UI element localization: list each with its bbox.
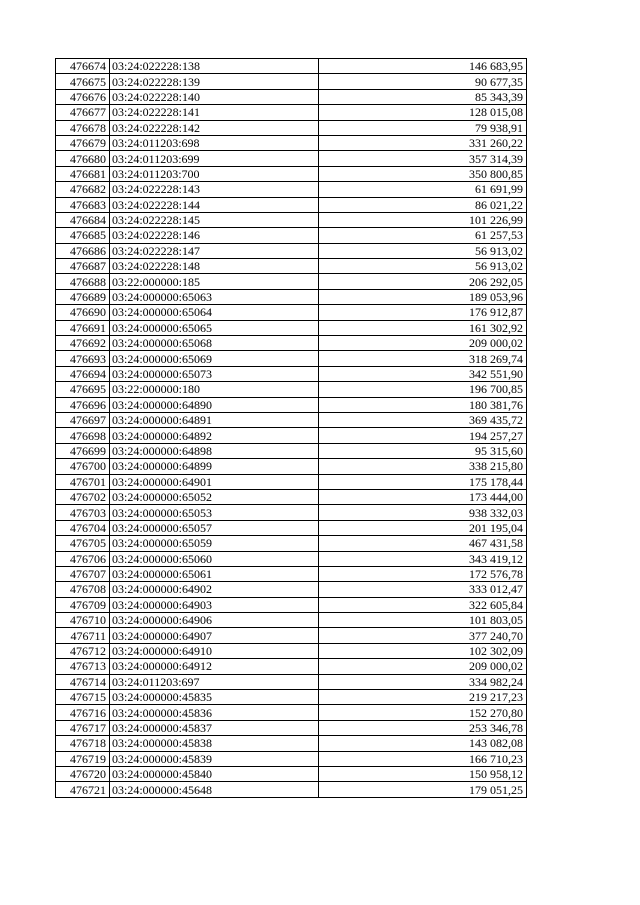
cadastral-number-cell: 03:24:000000:65064 — [110, 305, 319, 320]
cadastral-value-table — [55, 58, 527, 798]
table-row — [56, 674, 527, 689]
value-cell: 338 215,80 — [319, 459, 527, 474]
table-row — [56, 520, 527, 535]
value-cell: 938 332,03 — [319, 505, 527, 520]
table-body — [56, 59, 527, 798]
cadastral-number-cell: 03:24:022228:143 — [110, 182, 319, 197]
cadastral-number-cell: 03:24:000000:64903 — [110, 597, 319, 612]
row-id-cell: 476683 — [56, 197, 110, 212]
cadastral-number-cell: 03:24:000000:65052 — [110, 489, 319, 504]
cadastral-number-cell: 03:24:022228:145 — [110, 212, 319, 227]
cadastral-number-cell: 03:24:011203:699 — [110, 151, 319, 166]
value-cell: 152 270,80 — [319, 705, 527, 720]
cadastral-number-cell: 03:24:000000:64899 — [110, 459, 319, 474]
cadastral-number-cell: 03:24:000000:64906 — [110, 613, 319, 628]
value-cell: 318 269,74 — [319, 351, 527, 366]
value-cell: 331 260,22 — [319, 135, 527, 150]
cadastral-number-cell: 03:24:000000:45836 — [110, 705, 319, 720]
table-row — [56, 74, 527, 89]
value-cell: 128 015,08 — [319, 105, 527, 120]
row-id-cell: 476674 — [56, 59, 110, 74]
cadastral-number-cell: 03:24:000000:45648 — [110, 782, 319, 797]
row-id-cell: 476703 — [56, 505, 110, 520]
row-id-cell: 476710 — [56, 613, 110, 628]
value-cell: 334 982,24 — [319, 674, 527, 689]
table-row — [56, 135, 527, 150]
table-row — [56, 443, 527, 458]
value-cell: 342 551,90 — [319, 366, 527, 381]
row-id-cell: 476707 — [56, 566, 110, 581]
cadastral-number-cell: 03:22:000000:185 — [110, 274, 319, 289]
row-id-cell: 476704 — [56, 520, 110, 535]
table-row — [56, 166, 527, 181]
cadastral-number-cell: 03:24:000000:64891 — [110, 412, 319, 427]
value-cell: 253 346,78 — [319, 720, 527, 735]
cadastral-number-cell: 03:24:000000:64912 — [110, 659, 319, 674]
value-cell: 333 012,47 — [319, 582, 527, 597]
value-cell: 196 700,85 — [319, 382, 527, 397]
cadastral-number-cell: 03:24:000000:65053 — [110, 505, 319, 520]
value-cell: 101 803,05 — [319, 613, 527, 628]
cadastral-number-cell: 03:24:000000:64890 — [110, 397, 319, 412]
row-id-cell: 476721 — [56, 782, 110, 797]
cadastral-number-cell: 03:24:000000:45838 — [110, 736, 319, 751]
row-id-cell: 476717 — [56, 720, 110, 735]
cadastral-number-cell: 03:24:000000:45835 — [110, 690, 319, 705]
row-id-cell: 476680 — [56, 151, 110, 166]
row-id-cell: 476681 — [56, 166, 110, 181]
cadastral-number-cell: 03:24:000000:64910 — [110, 643, 319, 658]
row-id-cell: 476689 — [56, 289, 110, 304]
table-row — [56, 151, 527, 166]
row-id-cell: 476676 — [56, 89, 110, 104]
table-row — [56, 412, 527, 427]
value-cell: 56 913,02 — [319, 259, 527, 274]
value-cell: 79 938,91 — [319, 120, 527, 135]
value-cell: 209 000,02 — [319, 659, 527, 674]
table-row — [56, 366, 527, 381]
value-cell: 179 051,25 — [319, 782, 527, 797]
table-row — [56, 320, 527, 335]
table-row — [56, 259, 527, 274]
table-row — [56, 489, 527, 504]
row-id-cell: 476709 — [56, 597, 110, 612]
row-id-cell: 476685 — [56, 228, 110, 243]
table-row — [56, 212, 527, 227]
table-row — [56, 582, 527, 597]
table-row — [56, 766, 527, 781]
value-cell: 322 605,84 — [319, 597, 527, 612]
cadastral-number-cell: 03:24:022228:142 — [110, 120, 319, 135]
cadastral-number-cell: 03:24:000000:64898 — [110, 443, 319, 458]
value-cell: 143 082,08 — [319, 736, 527, 751]
row-id-cell: 476705 — [56, 536, 110, 551]
value-cell: 85 343,39 — [319, 89, 527, 104]
value-cell: 61 691,99 — [319, 182, 527, 197]
cadastral-number-cell: 03:24:000000:45837 — [110, 720, 319, 735]
table-row — [56, 351, 527, 366]
value-cell: 357 314,39 — [319, 151, 527, 166]
table-row — [56, 751, 527, 766]
table-row — [56, 613, 527, 628]
table-row — [56, 459, 527, 474]
table-row — [56, 382, 527, 397]
value-cell: 150 958,12 — [319, 766, 527, 781]
row-id-cell: 476714 — [56, 674, 110, 689]
table-row — [56, 336, 527, 351]
table-row — [56, 228, 527, 243]
value-cell: 206 292,05 — [319, 274, 527, 289]
row-id-cell: 476696 — [56, 397, 110, 412]
row-id-cell: 476719 — [56, 751, 110, 766]
table-row — [56, 597, 527, 612]
value-cell: 166 710,23 — [319, 751, 527, 766]
row-id-cell: 476679 — [56, 135, 110, 150]
table-row — [56, 705, 527, 720]
cadastral-number-cell: 03:24:022228:144 — [110, 197, 319, 212]
row-id-cell: 476716 — [56, 705, 110, 720]
value-cell: 201 195,04 — [319, 520, 527, 535]
table-row — [56, 720, 527, 735]
table-row — [56, 120, 527, 135]
value-cell: 194 257,27 — [319, 428, 527, 443]
cadastral-number-cell: 03:24:000000:65060 — [110, 551, 319, 566]
cadastral-number-cell: 03:24:022228:146 — [110, 228, 319, 243]
value-cell: 176 912,87 — [319, 305, 527, 320]
cadastral-number-cell: 03:24:000000:45839 — [110, 751, 319, 766]
value-cell: 56 913,02 — [319, 243, 527, 258]
table-row — [56, 628, 527, 643]
cadastral-number-cell: 03:24:000000:65057 — [110, 520, 319, 535]
table-row — [56, 105, 527, 120]
value-cell: 101 226,99 — [319, 212, 527, 227]
table-row — [56, 289, 527, 304]
row-id-cell: 476718 — [56, 736, 110, 751]
cadastral-number-cell: 03:24:022228:138 — [110, 59, 319, 74]
cadastral-number-cell: 03:24:022228:147 — [110, 243, 319, 258]
cadastral-number-cell: 03:24:000000:64901 — [110, 474, 319, 489]
table-row — [56, 197, 527, 212]
row-id-cell: 476701 — [56, 474, 110, 489]
row-id-cell: 476687 — [56, 259, 110, 274]
value-cell: 343 419,12 — [319, 551, 527, 566]
cadastral-number-cell: 03:24:022228:141 — [110, 105, 319, 120]
cadastral-number-cell: 03:24:022228:139 — [110, 74, 319, 89]
value-cell: 102 302,09 — [319, 643, 527, 658]
value-cell: 61 257,53 — [319, 228, 527, 243]
table-row — [56, 736, 527, 751]
row-id-cell: 476702 — [56, 489, 110, 504]
cadastral-number-cell: 03:24:000000:65069 — [110, 351, 319, 366]
table-row — [56, 474, 527, 489]
cadastral-number-cell: 03:24:000000:64907 — [110, 628, 319, 643]
row-id-cell: 476678 — [56, 120, 110, 135]
cadastral-number-cell: 03:24:000000:64902 — [110, 582, 319, 597]
cadastral-number-cell: 03:24:000000:65068 — [110, 336, 319, 351]
table-row — [56, 505, 527, 520]
row-id-cell: 476697 — [56, 412, 110, 427]
value-cell: 467 431,58 — [319, 536, 527, 551]
cadastral-number-cell: 03:24:000000:64892 — [110, 428, 319, 443]
row-id-cell: 476684 — [56, 212, 110, 227]
row-id-cell: 476712 — [56, 643, 110, 658]
table-row — [56, 551, 527, 566]
value-cell: 90 677,35 — [319, 74, 527, 89]
value-cell: 209 000,02 — [319, 336, 527, 351]
cadastral-number-cell: 03:22:000000:180 — [110, 382, 319, 397]
value-cell: 95 315,60 — [319, 443, 527, 458]
row-id-cell: 476677 — [56, 105, 110, 120]
table-row — [56, 243, 527, 258]
row-id-cell: 476695 — [56, 382, 110, 397]
row-id-cell: 476715 — [56, 690, 110, 705]
table-row — [56, 89, 527, 104]
row-id-cell: 476688 — [56, 274, 110, 289]
row-id-cell: 476708 — [56, 582, 110, 597]
row-id-cell: 476691 — [56, 320, 110, 335]
cadastral-number-cell: 03:24:000000:65063 — [110, 289, 319, 304]
value-cell: 219 217,23 — [319, 690, 527, 705]
value-cell: 350 800,85 — [319, 166, 527, 181]
cadastral-number-cell: 03:24:022228:140 — [110, 89, 319, 104]
row-id-cell: 476698 — [56, 428, 110, 443]
table-row — [56, 305, 527, 320]
row-id-cell: 476690 — [56, 305, 110, 320]
row-id-cell: 476720 — [56, 766, 110, 781]
cadastral-number-cell: 03:24:022228:148 — [110, 259, 319, 274]
table-row — [56, 690, 527, 705]
row-id-cell: 476686 — [56, 243, 110, 258]
value-cell: 180 381,76 — [319, 397, 527, 412]
table-row — [56, 59, 527, 74]
value-cell: 189 053,96 — [319, 289, 527, 304]
row-id-cell: 476682 — [56, 182, 110, 197]
table-row — [56, 274, 527, 289]
value-cell: 173 444,00 — [319, 489, 527, 504]
table-row — [56, 566, 527, 581]
cadastral-number-cell: 03:24:000000:65061 — [110, 566, 319, 581]
value-cell: 161 302,92 — [319, 320, 527, 335]
value-cell: 172 576,78 — [319, 566, 527, 581]
row-id-cell: 476713 — [56, 659, 110, 674]
row-id-cell: 476693 — [56, 351, 110, 366]
cadastral-number-cell: 03:24:011203:698 — [110, 135, 319, 150]
cadastral-number-cell: 03:24:000000:65059 — [110, 536, 319, 551]
value-cell: 377 240,70 — [319, 628, 527, 643]
row-id-cell: 476706 — [56, 551, 110, 566]
table-row — [56, 397, 527, 412]
row-id-cell: 476699 — [56, 443, 110, 458]
table-row — [56, 536, 527, 551]
cadastral-number-cell: 03:24:000000:65065 — [110, 320, 319, 335]
row-id-cell: 476675 — [56, 74, 110, 89]
table-row — [56, 428, 527, 443]
row-id-cell: 476692 — [56, 336, 110, 351]
cadastral-number-cell: 03:24:000000:45840 — [110, 766, 319, 781]
table-row — [56, 643, 527, 658]
value-cell: 175 178,44 — [319, 474, 527, 489]
value-cell: 369 435,72 — [319, 412, 527, 427]
table-row — [56, 659, 527, 674]
cadastral-number-cell: 03:24:011203:697 — [110, 674, 319, 689]
table-row — [56, 782, 527, 797]
value-cell: 86 021,22 — [319, 197, 527, 212]
cadastral-number-cell: 03:24:000000:65073 — [110, 366, 319, 381]
table-row — [56, 182, 527, 197]
value-cell: 146 683,95 — [319, 59, 527, 74]
cadastral-number-cell: 03:24:011203:700 — [110, 166, 319, 181]
row-id-cell: 476700 — [56, 459, 110, 474]
row-id-cell: 476694 — [56, 366, 110, 381]
row-id-cell: 476711 — [56, 628, 110, 643]
